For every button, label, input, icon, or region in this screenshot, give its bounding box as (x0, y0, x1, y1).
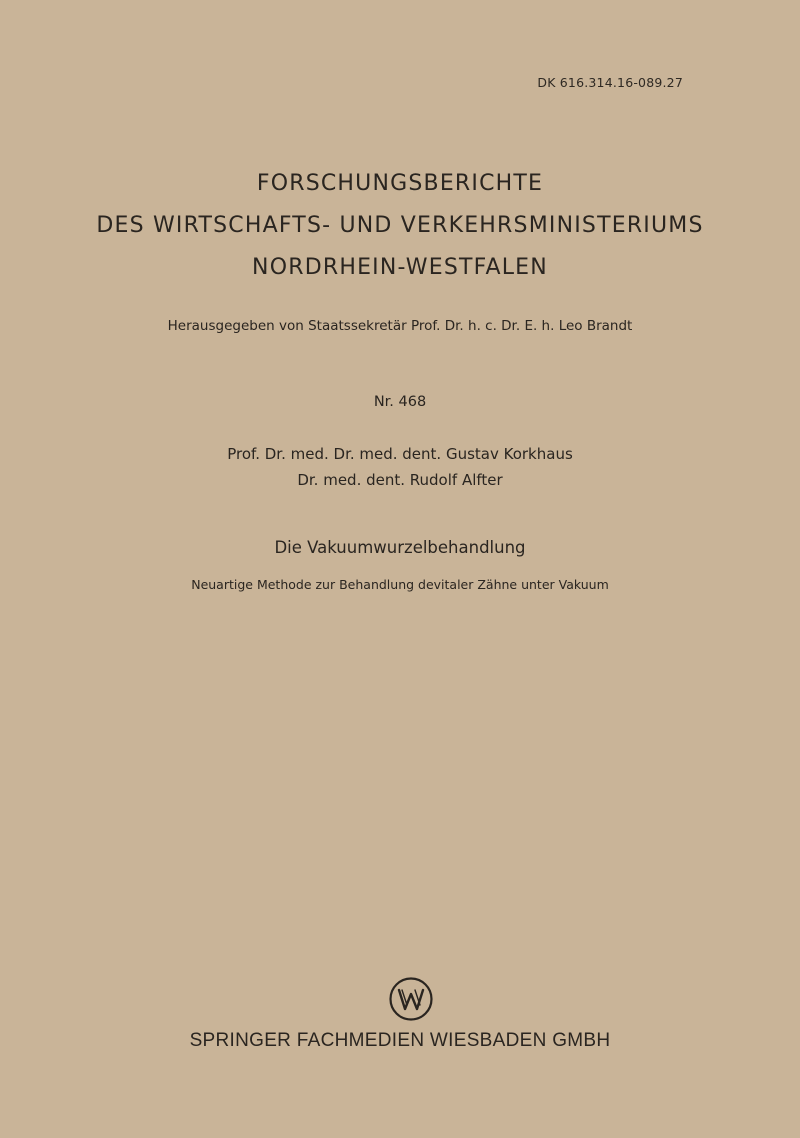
volume-number: Nr. 468 (373, 394, 427, 410)
classification-code: DK 616.314.16-089.27 (537, 75, 683, 90)
book-subtitle: Neuartige Methode zur Behandlung devitaler Zähne unter Vakuum (191, 577, 609, 592)
series-title-line-2: DES WIRTSCHAFTS- UND VERKEHRSMINISTERIUMS (96, 213, 704, 238)
author-2: Dr. med. dent. Rudolf Alfter (297, 471, 503, 489)
series-title-line-3: NORDRHEIN-WESTFALEN (252, 255, 548, 280)
author-1: Prof. Dr. med. Dr. med. dent. Gustav Korkhaus (227, 445, 573, 463)
springer-w-logo-icon (388, 976, 434, 1022)
series-title (0, 163, 800, 289)
book-title: Die Vakuumwurzelbehandlung (274, 538, 526, 557)
series-title-line-1: FORSCHUNGSBERICHTE (256, 171, 544, 196)
publisher-name: SPRINGER FACHMEDIEN WIESBADEN GMBH (189, 1030, 611, 1051)
authors (0, 441, 800, 493)
editor-line: Herausgegeben von Staatssekretär Prof. Dr. h. c. Dr. E. h. Leo Brandt (167, 318, 633, 334)
